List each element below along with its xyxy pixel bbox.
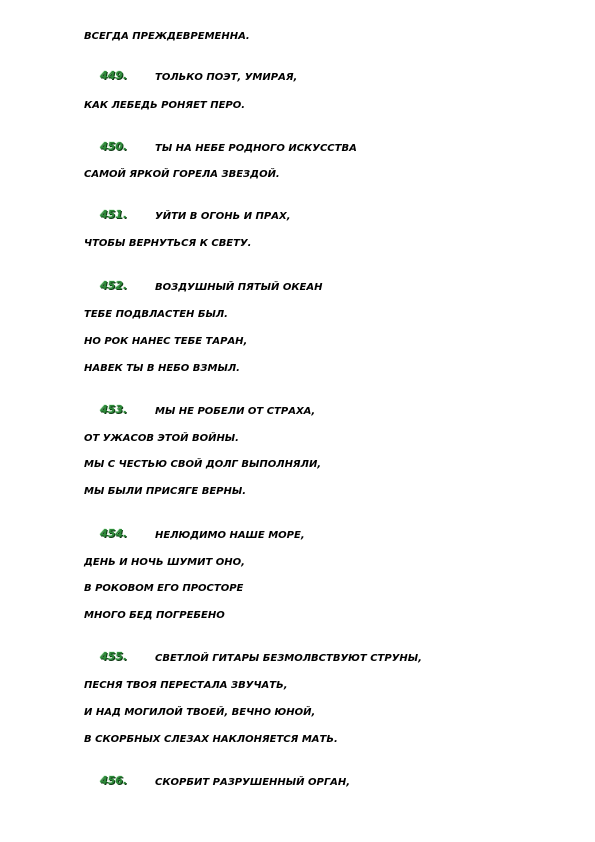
text-line: ВСЕГДА ПРЕЖДЕВРЕМЕННА. [84,31,250,42]
text-line: МЫ БЫЛИ ПРИСЯГЕ ВЕРНЫ. [84,486,247,497]
entry-number-451: 451. [100,208,128,221]
entry-number-452: 452. [100,279,128,292]
text-line: НО РОК НАНЕС ТЕБЕ ТАРАН, [84,336,248,347]
entry-number-455: 455. [100,650,128,663]
entry-number-456: 456. [100,774,128,787]
text-line: СКОРБИТ РАЗРУШЕННЫЙ ОРГАН, [155,777,351,788]
entry-number-454: 454. [100,527,128,540]
text-line: ОТ УЖАСОВ ЭТОЙ ВОЙНЫ. [84,433,239,444]
text-line: В РОКОВОМ ЕГО ПРОСТОРЕ [84,583,244,594]
text-line: МЫ С ЧЕСТЬЮ СВОЙ ДОЛГ ВЫПОЛНЯЛИ, [84,459,322,470]
text-line: НЕЛЮДИМО НАШЕ МОРЕ, [155,530,305,541]
text-line: ЧТОБЫ ВЕРНУТЬСЯ К СВЕТУ. [84,238,252,249]
text-line: ТЕБЕ ПОДВЛАСТЕН БЫЛ. [84,309,228,320]
text-line: КАК ЛЕБЕДЬ РОНЯЕТ ПЕРО. [84,100,246,111]
entry-number-449: 449. [100,69,128,82]
text-line: И НАД МОГИЛОЙ ТВОЕЙ, ВЕЧНО ЮНОЙ, [84,707,316,718]
text-line: НАВЕК ТЫ В НЕБО ВЗМЫЛ. [84,363,240,374]
text-line: ТЫ НА НЕБЕ РОДНОГО ИСКУССТВА [155,143,357,154]
text-line: ТОЛЬКО ПОЭТ, УМИРАЯ, [155,72,298,83]
text-line: САМОЙ ЯРКОЙ ГОРЕЛА ЗВЕЗДОЙ. [84,169,280,180]
text-line: СВЕТЛОЙ ГИТАРЫ БЕЗМОЛВСТВУЮТ СТРУНЫ, [155,653,422,664]
text-line: УЙТИ В ОГОНЬ И ПРАХ, [155,211,291,222]
text-line: В СКОРБНЫХ СЛЕЗАХ НАКЛОНЯЕТСЯ МАТЬ. [84,734,338,745]
entry-number-450: 450. [100,140,128,153]
text-line: ВОЗДУШНЫЙ ПЯТЫЙ ОКЕАН [155,282,323,293]
text-line: ПЕСНЯ ТВОЯ ПЕРЕСТАЛА ЗВУЧАТЬ, [84,680,288,691]
text-line: ДЕНЬ И НОЧЬ ШУМИТ ОНО, [84,557,245,568]
text-line: МЫ НЕ РОБЕЛИ ОТ СТРАХА, [155,406,316,417]
entry-number-453: 453. [100,403,128,416]
text-line: МНОГО БЕД ПОГРЕБЕНО [84,610,225,621]
